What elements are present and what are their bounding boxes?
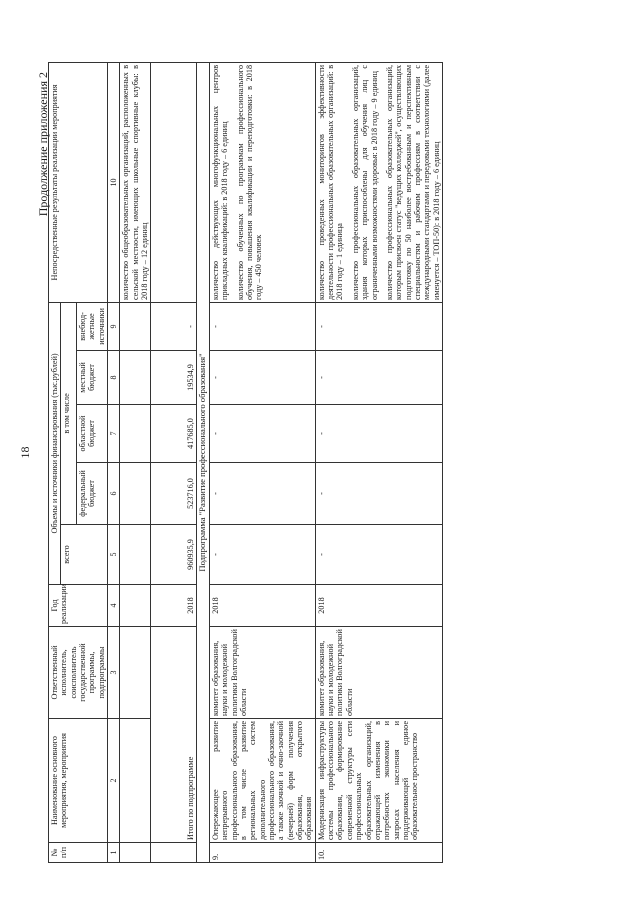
row-sum: - (315, 525, 442, 585)
result-text: количество действующих многофункциональных центров прикладных квалификаций: в 2018 году – 6 единиц (211, 64, 230, 300)
table-row (120, 62, 151, 862)
header-federal: федеральный бюджет (77, 463, 108, 525)
table-row (210, 62, 316, 862)
col-number: 2 (108, 719, 120, 843)
total-regional: 417685,0 (151, 405, 197, 463)
col-number: 7 (108, 405, 120, 463)
total-sum: 960935,9 (151, 525, 197, 585)
result-text: количество общеобразовательных организаций, расположенных в сельской местности, имеющих школьные спортивные клубы: в 2018 году – 12 единиц (120, 62, 151, 302)
header-local: местный бюджет (77, 351, 108, 405)
col-number: 3 (108, 627, 120, 719)
row-results (210, 62, 316, 302)
row-name: Модернизация инфраструктуры системы профессионального образования, формирование современной структуры сети профессиональных образовательных организаций, отражающей изменения в потребностях экономики и запросах населения и поддерживающей единое образовательное пространство (315, 719, 442, 843)
row-regional: - (315, 405, 442, 463)
result-text: количество профессиональных образовательных организаций, которым присвоен статус "ведущих колледжей", осуществляющих подготовку по 50 наиболее востребованным и перспективным специальностям и рабочим профессиям в соответствии с международными стандартами и передовыми технологиями (далее именуется – ТОП-50): в 2018 году – 6 единиц (384, 64, 441, 300)
subprogram-title: Подпрограмма "Развитие профессионального образования" (197, 62, 210, 862)
total-local: 19534,9 (151, 351, 197, 405)
row-local: - (315, 351, 442, 405)
row-local: - (210, 351, 316, 405)
total-year: 2018 (151, 585, 197, 627)
total-row (151, 62, 197, 862)
header-year: Год реализации (49, 585, 108, 627)
col-number: 4 (108, 585, 120, 627)
row-regional: - (210, 405, 316, 463)
col-number: 5 (108, 525, 120, 585)
row-responsible: комитет образования, науки и молодежной политики Волгоградской области (210, 627, 316, 719)
header-num: № п/п (49, 843, 108, 863)
header-funding: Объемы и источники финансирования (тыс.рублей) (49, 302, 61, 584)
header-total: всего (61, 525, 108, 585)
total-federal: 523716,0 (151, 463, 197, 525)
col-number: 10 (108, 62, 120, 302)
column-numbers-row (108, 62, 120, 862)
program-table (48, 62, 443, 863)
row-year: 2018 (315, 585, 442, 627)
row-num: 9. (210, 843, 316, 863)
header-results: Непосредственные результаты реализации мероприятия (49, 62, 108, 302)
header-name: Наименование основного мероприятия, мероприятия (49, 719, 108, 843)
row-name: Опережающее развитие непрерывного профессионального образования, в том числе развитие региональных систем дополнительного профессионального образования, а также заочной и очно-заочной (вечерней) форм получения образования, открытого образования (210, 719, 316, 843)
header-regional: областной бюджет (77, 405, 108, 463)
total-extra: - (151, 302, 197, 350)
row-results (315, 62, 442, 302)
row-responsible: комитет образования, науки и молодежной политики Волгоградской области (315, 627, 442, 719)
row-year: 2018 (210, 585, 316, 627)
row-extra: - (315, 302, 442, 350)
table-row (315, 62, 442, 862)
row-num: 10. (315, 843, 442, 863)
row-federal: - (315, 463, 442, 525)
result-text: количество проведенных мониторингов эффективности деятельности профессиональных образовательных организаций: в 2018 году – 1 единица (316, 64, 345, 300)
col-number: 6 (108, 463, 120, 525)
col-number: 1 (108, 843, 120, 863)
page-number: 18 (18, 446, 32, 459)
row-sum: - (210, 525, 316, 585)
header-incl: в том числе (61, 302, 77, 524)
total-label: Итого по подпрограмме (151, 627, 197, 843)
row-federal: - (210, 463, 316, 525)
header-extra: внебюд-жетные источники (77, 302, 108, 350)
col-number: 8 (108, 351, 120, 405)
row-extra: - (210, 302, 316, 350)
header-responsible: Ответственный исполнитель, соисполнитель государственной программы, подпрограммы (49, 627, 108, 719)
continuation-note: Продолжение приложения 2 (36, 72, 50, 217)
result-text: количество обученных по программам профессионального обучения, повышения квалификации и переподготовки: в 2018 году – 450 человек (235, 64, 264, 300)
result-text: количество профессиональных образовательных организаций, здания которых приспособлены для обучения лиц с ограниченными возможностями здоровья: в 2018 году – 9 единиц (350, 64, 379, 300)
col-number: 9 (108, 302, 120, 350)
subprogram-row (197, 62, 210, 862)
